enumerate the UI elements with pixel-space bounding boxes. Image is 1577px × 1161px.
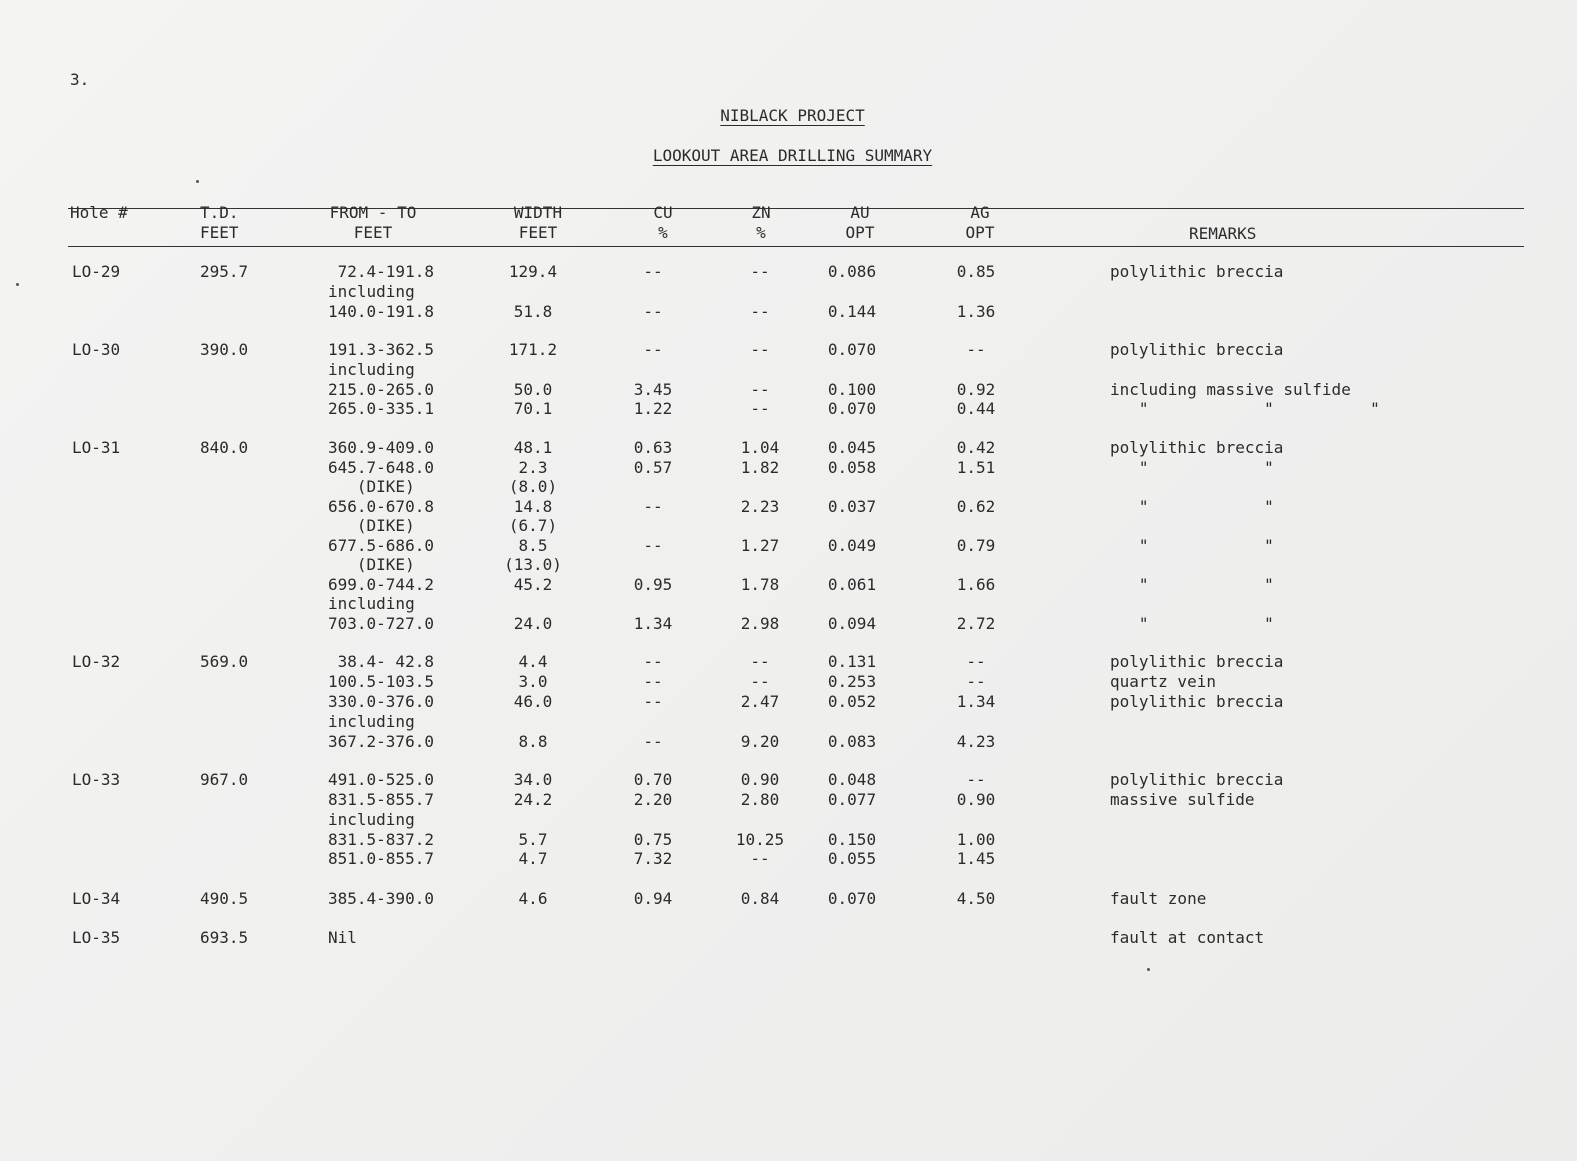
zn-percent: 2.47	[740, 692, 780, 711]
au-opt: 0.037	[827, 497, 877, 516]
header-cu: CU %	[653, 203, 673, 242]
cu-percent: --	[643, 536, 663, 555]
au-opt: 0.077	[827, 790, 877, 809]
cu-percent: --	[643, 732, 663, 751]
au-opt: 0.150	[827, 830, 877, 849]
from-to-feet: 831.5-837.2	[328, 830, 434, 849]
cu-percent: 7.32	[633, 849, 673, 868]
au-opt: 0.058	[827, 458, 877, 477]
width-feet: (8.0)	[508, 477, 558, 496]
from-to-feet: including	[328, 360, 415, 379]
from-to-feet: 699.0-744.2	[328, 575, 434, 594]
page-number: 3.	[70, 70, 90, 89]
width-feet: (6.7)	[508, 516, 558, 535]
hole-id: LO-30	[72, 340, 121, 359]
cu-percent: --	[643, 497, 663, 516]
hole-id: LO-33	[72, 770, 121, 789]
width-feet: 129.4	[508, 262, 558, 281]
cu-percent: 0.94	[633, 889, 673, 908]
remarks: polylithic breccia	[1110, 438, 1284, 457]
width-feet: 4.7	[518, 849, 548, 868]
cu-percent: 0.75	[633, 830, 673, 849]
hole-id: LO-35	[72, 928, 121, 947]
header-ag: AG OPT	[965, 203, 995, 242]
from-to-feet: (DIKE)	[328, 477, 415, 496]
width-feet: 8.8	[518, 732, 548, 751]
from-to-feet: including	[328, 282, 415, 301]
width-feet: 3.0	[518, 672, 548, 691]
cu-percent: --	[643, 340, 663, 359]
from-to-feet: 265.0-335.1	[328, 399, 434, 418]
ag-opt: 1.00	[956, 830, 996, 849]
from-to-feet: 851.0-855.7	[328, 849, 434, 868]
header-from-to: FROM - TO FEET	[329, 203, 417, 242]
width-feet: 171.2	[508, 340, 558, 359]
zn-percent: --	[750, 672, 770, 691]
au-opt: 0.055	[827, 849, 877, 868]
zn-percent: 9.20	[740, 732, 780, 751]
ag-opt: --	[966, 672, 986, 691]
remarks: polylithic breccia	[1110, 262, 1284, 281]
cu-percent: 0.57	[633, 458, 673, 477]
zn-percent: 1.04	[740, 438, 780, 457]
ag-opt: 1.36	[956, 302, 996, 321]
ag-opt: --	[966, 652, 986, 671]
cu-percent: --	[643, 262, 663, 281]
zn-percent: --	[750, 340, 770, 359]
ag-opt: 0.79	[956, 536, 996, 555]
header-bottom-rule	[68, 246, 1524, 247]
au-opt: 0.253	[827, 672, 877, 691]
au-opt: 0.070	[827, 889, 877, 908]
from-to-feet: (DIKE)	[328, 516, 415, 535]
zn-percent: 1.78	[740, 575, 780, 594]
zn-percent: 2.80	[740, 790, 780, 809]
from-to-feet: 656.0-670.8	[328, 497, 434, 516]
zn-percent: --	[750, 262, 770, 281]
from-to-feet: 491.0-525.0	[328, 770, 434, 789]
hole-id: LO-32	[72, 652, 121, 671]
from-to-feet: 831.5-855.7	[328, 790, 434, 809]
cu-percent: --	[643, 302, 663, 321]
zn-percent: --	[750, 302, 770, 321]
cu-percent: --	[643, 692, 663, 711]
from-to-feet: 703.0-727.0	[328, 614, 434, 633]
au-opt: 0.061	[827, 575, 877, 594]
ag-opt: 1.45	[956, 849, 996, 868]
au-opt: 0.070	[827, 399, 877, 418]
remarks: fault at contact	[1110, 928, 1265, 947]
remarks: " "	[1110, 614, 1274, 633]
cu-percent: 2.20	[633, 790, 673, 809]
zn-percent: 0.90	[740, 770, 780, 789]
ag-opt: 0.92	[956, 380, 996, 399]
td-feet: 840.0	[200, 438, 249, 457]
cu-percent: 1.22	[633, 399, 673, 418]
ag-opt: 2.72	[956, 614, 996, 633]
width-feet: 34.0	[513, 770, 553, 789]
zn-percent: 2.98	[740, 614, 780, 633]
from-to-feet: 38.4- 42.8	[328, 652, 434, 671]
au-opt: 0.131	[827, 652, 877, 671]
from-to-feet: 100.5-103.5	[328, 672, 434, 691]
width-feet: 48.1	[513, 438, 553, 457]
ag-opt: 0.85	[956, 262, 996, 281]
header-top-rule	[68, 208, 1524, 209]
au-opt: 0.048	[827, 770, 877, 789]
from-to-feet: 330.0-376.0	[328, 692, 434, 711]
ag-opt: --	[966, 340, 986, 359]
au-opt: 0.049	[827, 536, 877, 555]
width-feet: 4.4	[518, 652, 548, 671]
td-feet: 967.0	[200, 770, 249, 789]
hole-id: LO-31	[72, 438, 121, 457]
remarks: " "	[1110, 575, 1274, 594]
from-to-feet: 191.3-362.5	[328, 340, 434, 359]
width-feet: 14.8	[513, 497, 553, 516]
zn-percent: 1.27	[740, 536, 780, 555]
from-to-feet: 385.4-390.0	[328, 889, 434, 908]
remarks: quartz vein	[1110, 672, 1216, 691]
header-td: T.D. FEET	[200, 203, 239, 242]
from-to-feet: 367.2-376.0	[328, 732, 434, 751]
zn-percent: --	[750, 652, 770, 671]
remarks: " "	[1110, 497, 1274, 516]
td-feet: 569.0	[200, 652, 249, 671]
header-hole: Hole #	[70, 203, 128, 222]
hole-id: LO-34	[72, 889, 121, 908]
ag-opt: 4.50	[956, 889, 996, 908]
width-feet: 24.0	[513, 614, 553, 633]
ag-opt: 0.42	[956, 438, 996, 457]
ag-opt: 4.23	[956, 732, 996, 751]
scan-speck	[1147, 968, 1150, 971]
remarks: massive sulfide	[1110, 790, 1255, 809]
hole-id: LO-29	[72, 262, 121, 281]
au-opt: 0.045	[827, 438, 877, 457]
au-opt: 0.144	[827, 302, 877, 321]
width-feet: 46.0	[513, 692, 553, 711]
zn-percent: 10.25	[735, 830, 785, 849]
ag-opt: 0.90	[956, 790, 996, 809]
width-feet: (13.0)	[504, 555, 562, 574]
from-to-feet: 360.9-409.0	[328, 438, 434, 457]
cu-percent: 0.95	[633, 575, 673, 594]
ag-opt: 0.44	[956, 399, 996, 418]
remarks: polylithic breccia	[1110, 692, 1284, 711]
remarks: " "	[1110, 536, 1274, 555]
from-to-feet: 677.5-686.0	[328, 536, 434, 555]
au-opt: 0.100	[827, 380, 877, 399]
from-to-feet: (DIKE)	[328, 555, 415, 574]
cu-percent: 3.45	[633, 380, 673, 399]
width-feet: 51.8	[513, 302, 553, 321]
cu-percent: 0.70	[633, 770, 673, 789]
from-to-feet: including	[328, 594, 415, 613]
page-title: NIBLACK PROJECT	[720, 106, 865, 125]
zn-percent: 0.84	[740, 889, 780, 908]
scan-speck	[16, 283, 19, 286]
width-feet: 70.1	[513, 399, 553, 418]
remarks: fault zone	[1110, 889, 1207, 908]
from-to-feet: 72.4-191.8	[328, 262, 434, 281]
remarks: " "	[1110, 458, 1274, 477]
from-to-feet: including	[328, 712, 415, 731]
zn-percent: 2.23	[740, 497, 780, 516]
cu-percent: --	[643, 672, 663, 691]
cu-percent: --	[643, 652, 663, 671]
from-to-feet: including	[328, 810, 415, 829]
page-subtitle: LOOKOUT AREA DRILLING SUMMARY	[652, 146, 933, 165]
zn-percent: 1.82	[740, 458, 780, 477]
au-opt: 0.094	[827, 614, 877, 633]
ag-opt: 0.62	[956, 497, 996, 516]
ag-opt: 1.34	[956, 692, 996, 711]
cu-percent: 0.63	[633, 438, 673, 457]
td-feet: 390.0	[200, 340, 249, 359]
from-to-feet: Nil	[328, 928, 357, 947]
zn-percent: --	[750, 399, 770, 418]
remarks: polylithic breccia	[1110, 652, 1284, 671]
td-feet: 490.5	[200, 889, 249, 908]
ag-opt: 1.66	[956, 575, 996, 594]
td-feet: 295.7	[200, 262, 249, 281]
from-to-feet: 645.7-648.0	[328, 458, 434, 477]
zn-percent: --	[750, 380, 770, 399]
width-feet: 4.6	[518, 889, 548, 908]
width-feet: 2.3	[518, 458, 548, 477]
width-feet: 50.0	[513, 380, 553, 399]
width-feet: 24.2	[513, 790, 553, 809]
from-to-feet: 215.0-265.0	[328, 380, 434, 399]
header-width: WIDTH FEET	[513, 203, 563, 242]
remarks: polylithic breccia	[1110, 770, 1284, 789]
td-feet: 693.5	[200, 928, 249, 947]
remarks: polylithic breccia	[1110, 340, 1284, 359]
header-remarks: REMARKS	[1189, 224, 1257, 243]
width-feet: 8.5	[518, 536, 548, 555]
remarks: including massive sulfide	[1110, 380, 1351, 399]
au-opt: 0.083	[827, 732, 877, 751]
remarks: " " "	[1110, 399, 1380, 418]
header-zn: ZN %	[751, 203, 771, 242]
width-feet: 45.2	[513, 575, 553, 594]
width-feet: 5.7	[518, 830, 548, 849]
au-opt: 0.086	[827, 262, 877, 281]
zn-percent: --	[750, 849, 770, 868]
ag-opt: 1.51	[956, 458, 996, 477]
scan-speck	[196, 180, 199, 183]
cu-percent: 1.34	[633, 614, 673, 633]
header-au: AU OPT	[845, 203, 875, 242]
au-opt: 0.052	[827, 692, 877, 711]
from-to-feet: 140.0-191.8	[328, 302, 434, 321]
au-opt: 0.070	[827, 340, 877, 359]
ag-opt: --	[966, 770, 986, 789]
